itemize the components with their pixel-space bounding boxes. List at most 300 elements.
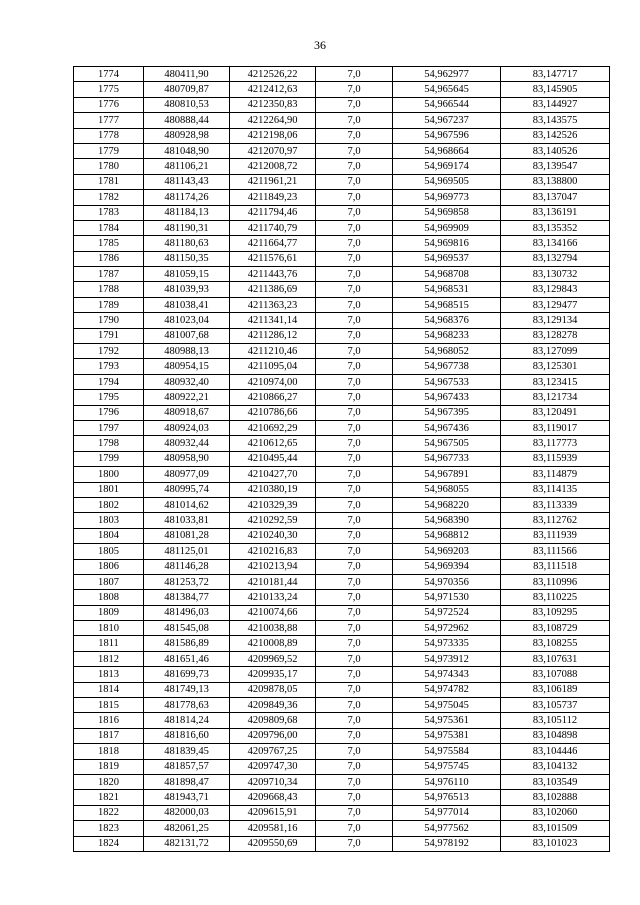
table-row	[74, 467, 610, 482]
table-row	[74, 667, 610, 682]
x-coordinate-cell: 481081,28	[144, 528, 230, 543]
longitude-cell: 83,117773	[501, 436, 610, 451]
longitude-cell: 83,101509	[501, 821, 610, 836]
table-row	[74, 251, 610, 266]
table-row	[74, 82, 610, 97]
y-coordinate-cell: 4211095,04	[230, 359, 316, 374]
height-cell: 7,0	[316, 836, 393, 851]
point-number-cell: 1808	[74, 590, 144, 605]
point-number-cell: 1793	[74, 359, 144, 374]
x-coordinate-cell: 481943,71	[144, 790, 230, 805]
point-number-cell: 1814	[74, 682, 144, 697]
point-number-cell: 1806	[74, 559, 144, 574]
height-cell: 7,0	[316, 236, 393, 251]
point-number-cell: 1818	[74, 744, 144, 759]
height-cell: 7,0	[316, 544, 393, 559]
x-coordinate-cell: 481898,47	[144, 774, 230, 789]
y-coordinate-cell: 4209668,43	[230, 790, 316, 805]
latitude-cell: 54,968812	[393, 528, 501, 543]
height-cell: 7,0	[316, 790, 393, 805]
latitude-cell: 54,976513	[393, 790, 501, 805]
x-coordinate-cell: 481039,93	[144, 282, 230, 297]
table-row	[74, 143, 610, 158]
x-coordinate-cell: 480988,13	[144, 344, 230, 359]
height-cell: 7,0	[316, 159, 393, 174]
height-cell: 7,0	[316, 744, 393, 759]
point-number-cell: 1812	[74, 651, 144, 666]
x-coordinate-cell: 481184,13	[144, 205, 230, 220]
table-row	[74, 390, 610, 405]
latitude-cell: 54,967436	[393, 420, 501, 435]
table-row	[74, 190, 610, 205]
x-coordinate-cell: 481857,57	[144, 759, 230, 774]
y-coordinate-cell: 4210495,44	[230, 451, 316, 466]
point-number-cell: 1821	[74, 790, 144, 805]
x-coordinate-cell: 480932,40	[144, 374, 230, 389]
table-row	[74, 174, 610, 189]
table-row	[74, 651, 610, 666]
x-coordinate-cell: 480932,44	[144, 436, 230, 451]
y-coordinate-cell: 4209878,05	[230, 682, 316, 697]
point-number-cell: 1810	[74, 621, 144, 636]
height-cell: 7,0	[316, 405, 393, 420]
latitude-cell: 54,974782	[393, 682, 501, 697]
latitude-cell: 54,967533	[393, 374, 501, 389]
longitude-cell: 83,111566	[501, 544, 610, 559]
point-number-cell: 1805	[74, 544, 144, 559]
latitude-cell: 54,967237	[393, 113, 501, 128]
x-coordinate-cell: 481545,08	[144, 621, 230, 636]
y-coordinate-cell: 4211576,61	[230, 251, 316, 266]
height-cell: 7,0	[316, 574, 393, 589]
latitude-cell: 54,978192	[393, 836, 501, 851]
longitude-cell: 83,115939	[501, 451, 610, 466]
longitude-cell: 83,121734	[501, 390, 610, 405]
longitude-cell: 83,112762	[501, 513, 610, 528]
table-row	[74, 405, 610, 420]
table-row	[74, 374, 610, 389]
height-cell: 7,0	[316, 128, 393, 143]
x-coordinate-cell: 481023,04	[144, 313, 230, 328]
point-number-cell: 1799	[74, 451, 144, 466]
y-coordinate-cell: 4209849,36	[230, 698, 316, 713]
height-cell: 7,0	[316, 513, 393, 528]
point-number-cell: 1804	[74, 528, 144, 543]
height-cell: 7,0	[316, 528, 393, 543]
height-cell: 7,0	[316, 174, 393, 189]
height-cell: 7,0	[316, 251, 393, 266]
point-number-cell: 1785	[74, 236, 144, 251]
longitude-cell: 83,137047	[501, 190, 610, 205]
y-coordinate-cell: 4212350,83	[230, 97, 316, 112]
height-cell: 7,0	[316, 267, 393, 282]
height-cell: 7,0	[316, 297, 393, 312]
y-coordinate-cell: 4210380,19	[230, 482, 316, 497]
latitude-cell: 54,975045	[393, 698, 501, 713]
table-row	[74, 805, 610, 820]
point-number-cell: 1819	[74, 759, 144, 774]
table-row	[74, 528, 610, 543]
longitude-cell: 83,134166	[501, 236, 610, 251]
table-row	[74, 759, 610, 774]
latitude-cell: 54,969773	[393, 190, 501, 205]
x-coordinate-cell: 481106,21	[144, 159, 230, 174]
latitude-cell: 54,969394	[393, 559, 501, 574]
table-row	[74, 436, 610, 451]
latitude-cell: 54,975381	[393, 728, 501, 743]
latitude-cell: 54,966544	[393, 97, 501, 112]
height-cell: 7,0	[316, 390, 393, 405]
latitude-cell: 54,968515	[393, 297, 501, 312]
point-number-cell: 1782	[74, 190, 144, 205]
point-number-cell: 1775	[74, 82, 144, 97]
y-coordinate-cell: 4210866,27	[230, 390, 316, 405]
table-row	[74, 590, 610, 605]
height-cell: 7,0	[316, 451, 393, 466]
point-number-cell: 1786	[74, 251, 144, 266]
y-coordinate-cell: 4212412,63	[230, 82, 316, 97]
latitude-cell: 54,968708	[393, 267, 501, 282]
x-coordinate-cell: 481180,63	[144, 236, 230, 251]
table-row	[74, 97, 610, 112]
latitude-cell: 54,968390	[393, 513, 501, 528]
height-cell: 7,0	[316, 667, 393, 682]
longitude-cell: 83,144927	[501, 97, 610, 112]
latitude-cell: 54,969909	[393, 220, 501, 235]
table-row	[74, 282, 610, 297]
latitude-cell: 54,975584	[393, 744, 501, 759]
table-row	[74, 574, 610, 589]
x-coordinate-cell: 482061,25	[144, 821, 230, 836]
longitude-cell: 83,142526	[501, 128, 610, 143]
y-coordinate-cell: 4210427,70	[230, 467, 316, 482]
point-number-cell: 1787	[74, 267, 144, 282]
x-coordinate-cell: 480411,90	[144, 67, 230, 82]
table-row	[74, 713, 610, 728]
x-coordinate-cell: 480977,09	[144, 467, 230, 482]
latitude-cell: 54,968055	[393, 482, 501, 497]
y-coordinate-cell: 4211740,79	[230, 220, 316, 235]
y-coordinate-cell: 4210612,65	[230, 436, 316, 451]
longitude-cell: 83,102888	[501, 790, 610, 805]
x-coordinate-cell: 480888,44	[144, 113, 230, 128]
longitude-cell: 83,110225	[501, 590, 610, 605]
y-coordinate-cell: 4209581,16	[230, 821, 316, 836]
longitude-cell: 83,102060	[501, 805, 610, 820]
longitude-cell: 83,101023	[501, 836, 610, 851]
x-coordinate-cell: 481496,03	[144, 605, 230, 620]
x-coordinate-cell: 481033,81	[144, 513, 230, 528]
table-row	[74, 682, 610, 697]
table-row	[74, 482, 610, 497]
x-coordinate-cell: 481007,68	[144, 328, 230, 343]
y-coordinate-cell: 4210038,88	[230, 621, 316, 636]
point-number-cell: 1801	[74, 482, 144, 497]
y-coordinate-cell: 4209550,69	[230, 836, 316, 851]
point-number-cell: 1807	[74, 574, 144, 589]
x-coordinate-cell: 481816,60	[144, 728, 230, 743]
y-coordinate-cell: 4210974,00	[230, 374, 316, 389]
y-coordinate-cell: 4211341,14	[230, 313, 316, 328]
latitude-cell: 54,969537	[393, 251, 501, 266]
coordinates-table	[73, 66, 610, 852]
latitude-cell: 54,967891	[393, 467, 501, 482]
point-number-cell: 1820	[74, 774, 144, 789]
latitude-cell: 54,968052	[393, 344, 501, 359]
x-coordinate-cell: 481146,28	[144, 559, 230, 574]
longitude-cell: 83,139547	[501, 159, 610, 174]
x-coordinate-cell: 481839,45	[144, 744, 230, 759]
table-row	[74, 128, 610, 143]
height-cell: 7,0	[316, 374, 393, 389]
height-cell: 7,0	[316, 682, 393, 697]
point-number-cell: 1822	[74, 805, 144, 820]
y-coordinate-cell: 4209615,91	[230, 805, 316, 820]
latitude-cell: 54,969858	[393, 205, 501, 220]
table-row	[74, 451, 610, 466]
latitude-cell: 54,968376	[393, 313, 501, 328]
y-coordinate-cell: 4210292,59	[230, 513, 316, 528]
x-coordinate-cell: 481384,77	[144, 590, 230, 605]
longitude-cell: 83,107088	[501, 667, 610, 682]
table-row	[74, 559, 610, 574]
table-row	[74, 328, 610, 343]
x-coordinate-cell: 481125,01	[144, 544, 230, 559]
table-row	[74, 790, 610, 805]
latitude-cell: 54,972524	[393, 605, 501, 620]
latitude-cell: 54,967395	[393, 405, 501, 420]
longitude-cell: 83,114879	[501, 467, 610, 482]
height-cell: 7,0	[316, 190, 393, 205]
latitude-cell: 54,967596	[393, 128, 501, 143]
x-coordinate-cell: 481059,15	[144, 267, 230, 282]
point-number-cell: 1811	[74, 636, 144, 651]
point-number-cell: 1780	[74, 159, 144, 174]
latitude-cell: 54,977562	[393, 821, 501, 836]
height-cell: 7,0	[316, 97, 393, 112]
longitude-cell: 83,140526	[501, 143, 610, 158]
longitude-cell: 83,106189	[501, 682, 610, 697]
y-coordinate-cell: 4211210,46	[230, 344, 316, 359]
latitude-cell: 54,965645	[393, 82, 501, 97]
latitude-cell: 54,975745	[393, 759, 501, 774]
longitude-cell: 83,125301	[501, 359, 610, 374]
point-number-cell: 1823	[74, 821, 144, 836]
longitude-cell: 83,135352	[501, 220, 610, 235]
latitude-cell: 54,970356	[393, 574, 501, 589]
point-number-cell: 1798	[74, 436, 144, 451]
table-row	[74, 113, 610, 128]
point-number-cell: 1790	[74, 313, 144, 328]
height-cell: 7,0	[316, 774, 393, 789]
height-cell: 7,0	[316, 328, 393, 343]
y-coordinate-cell: 4209809,68	[230, 713, 316, 728]
x-coordinate-cell: 482131,72	[144, 836, 230, 851]
table-row	[74, 267, 610, 282]
longitude-cell: 83,145905	[501, 82, 610, 97]
point-number-cell: 1803	[74, 513, 144, 528]
longitude-cell: 83,143575	[501, 113, 610, 128]
latitude-cell: 54,971530	[393, 590, 501, 605]
y-coordinate-cell: 4211961,21	[230, 174, 316, 189]
x-coordinate-cell: 481174,26	[144, 190, 230, 205]
latitude-cell: 54,976110	[393, 774, 501, 789]
x-coordinate-cell: 480954,15	[144, 359, 230, 374]
x-coordinate-cell: 481253,72	[144, 574, 230, 589]
longitude-cell: 83,108729	[501, 621, 610, 636]
table-row	[74, 544, 610, 559]
y-coordinate-cell: 4211386,69	[230, 282, 316, 297]
point-number-cell: 1809	[74, 605, 144, 620]
longitude-cell: 83,104898	[501, 728, 610, 743]
latitude-cell: 54,977014	[393, 805, 501, 820]
table-row	[74, 313, 610, 328]
x-coordinate-cell: 481749,13	[144, 682, 230, 697]
point-number-cell: 1813	[74, 667, 144, 682]
x-coordinate-cell: 481014,62	[144, 497, 230, 512]
x-coordinate-cell: 481586,89	[144, 636, 230, 651]
y-coordinate-cell: 4211794,46	[230, 205, 316, 220]
latitude-cell: 54,967733	[393, 451, 501, 466]
height-cell: 7,0	[316, 205, 393, 220]
x-coordinate-cell: 482000,03	[144, 805, 230, 820]
longitude-cell: 83,114135	[501, 482, 610, 497]
height-cell: 7,0	[316, 82, 393, 97]
height-cell: 7,0	[316, 759, 393, 774]
table-row	[74, 359, 610, 374]
point-number-cell: 1816	[74, 713, 144, 728]
latitude-cell: 54,968664	[393, 143, 501, 158]
y-coordinate-cell: 4209747,30	[230, 759, 316, 774]
longitude-cell: 83,105737	[501, 698, 610, 713]
height-cell: 7,0	[316, 590, 393, 605]
point-number-cell: 1791	[74, 328, 144, 343]
height-cell: 7,0	[316, 559, 393, 574]
point-number-cell: 1815	[74, 698, 144, 713]
point-number-cell: 1788	[74, 282, 144, 297]
point-number-cell: 1817	[74, 728, 144, 743]
height-cell: 7,0	[316, 621, 393, 636]
table-row	[74, 744, 610, 759]
latitude-cell: 54,973912	[393, 651, 501, 666]
height-cell: 7,0	[316, 143, 393, 158]
table-row	[74, 497, 610, 512]
point-number-cell: 1794	[74, 374, 144, 389]
y-coordinate-cell: 4212198,06	[230, 128, 316, 143]
y-coordinate-cell: 4209710,34	[230, 774, 316, 789]
table-row	[74, 236, 610, 251]
table-row	[74, 159, 610, 174]
table-body	[74, 67, 610, 852]
y-coordinate-cell: 4211664,77	[230, 236, 316, 251]
latitude-cell: 54,972962	[393, 621, 501, 636]
height-cell: 7,0	[316, 282, 393, 297]
height-cell: 7,0	[316, 497, 393, 512]
longitude-cell: 83,132794	[501, 251, 610, 266]
table-row	[74, 344, 610, 359]
y-coordinate-cell: 4210692,29	[230, 420, 316, 435]
latitude-cell: 54,962977	[393, 67, 501, 82]
x-coordinate-cell: 481699,73	[144, 667, 230, 682]
y-coordinate-cell: 4210329,39	[230, 497, 316, 512]
height-cell: 7,0	[316, 728, 393, 743]
table-row	[74, 67, 610, 82]
y-coordinate-cell: 4210181,44	[230, 574, 316, 589]
point-number-cell: 1797	[74, 420, 144, 435]
y-coordinate-cell: 4212264,90	[230, 113, 316, 128]
x-coordinate-cell: 480995,74	[144, 482, 230, 497]
point-number-cell: 1784	[74, 220, 144, 235]
x-coordinate-cell: 481778,63	[144, 698, 230, 713]
y-coordinate-cell: 4210216,83	[230, 544, 316, 559]
latitude-cell: 54,969203	[393, 544, 501, 559]
point-number-cell: 1789	[74, 297, 144, 312]
table-row	[74, 513, 610, 528]
y-coordinate-cell: 4211849,23	[230, 190, 316, 205]
longitude-cell: 83,147717	[501, 67, 610, 82]
point-number-cell: 1800	[74, 467, 144, 482]
table-row	[74, 728, 610, 743]
height-cell: 7,0	[316, 359, 393, 374]
height-cell: 7,0	[316, 636, 393, 651]
longitude-cell: 83,108255	[501, 636, 610, 651]
table-row	[74, 836, 610, 851]
height-cell: 7,0	[316, 805, 393, 820]
y-coordinate-cell: 4212008,72	[230, 159, 316, 174]
table-row	[74, 774, 610, 789]
height-cell: 7,0	[316, 220, 393, 235]
x-coordinate-cell: 480918,67	[144, 405, 230, 420]
x-coordinate-cell: 481651,46	[144, 651, 230, 666]
point-number-cell: 1824	[74, 836, 144, 851]
latitude-cell: 54,967738	[393, 359, 501, 374]
height-cell: 7,0	[316, 605, 393, 620]
latitude-cell: 54,969174	[393, 159, 501, 174]
longitude-cell: 83,110996	[501, 574, 610, 589]
table-row	[74, 636, 610, 651]
height-cell: 7,0	[316, 67, 393, 82]
point-number-cell: 1795	[74, 390, 144, 405]
y-coordinate-cell: 4209767,25	[230, 744, 316, 759]
point-number-cell: 1783	[74, 205, 144, 220]
y-coordinate-cell: 4210213,94	[230, 559, 316, 574]
point-number-cell: 1802	[74, 497, 144, 512]
x-coordinate-cell: 480924,03	[144, 420, 230, 435]
height-cell: 7,0	[316, 113, 393, 128]
height-cell: 7,0	[316, 313, 393, 328]
longitude-cell: 83,123415	[501, 374, 610, 389]
table-row	[74, 698, 610, 713]
y-coordinate-cell: 4209796,00	[230, 728, 316, 743]
longitude-cell: 83,105112	[501, 713, 610, 728]
x-coordinate-cell: 480709,87	[144, 82, 230, 97]
height-cell: 7,0	[316, 651, 393, 666]
latitude-cell: 54,969505	[393, 174, 501, 189]
longitude-cell: 83,111939	[501, 528, 610, 543]
latitude-cell: 54,975361	[393, 713, 501, 728]
longitude-cell: 83,129134	[501, 313, 610, 328]
height-cell: 7,0	[316, 467, 393, 482]
x-coordinate-cell: 480810,53	[144, 97, 230, 112]
y-coordinate-cell: 4209969,52	[230, 651, 316, 666]
point-number-cell: 1781	[74, 174, 144, 189]
longitude-cell: 83,119017	[501, 420, 610, 435]
y-coordinate-cell: 4211443,76	[230, 267, 316, 282]
longitude-cell: 83,103549	[501, 774, 610, 789]
y-coordinate-cell: 4209935,17	[230, 667, 316, 682]
x-coordinate-cell: 481143,43	[144, 174, 230, 189]
longitude-cell: 83,111518	[501, 559, 610, 574]
